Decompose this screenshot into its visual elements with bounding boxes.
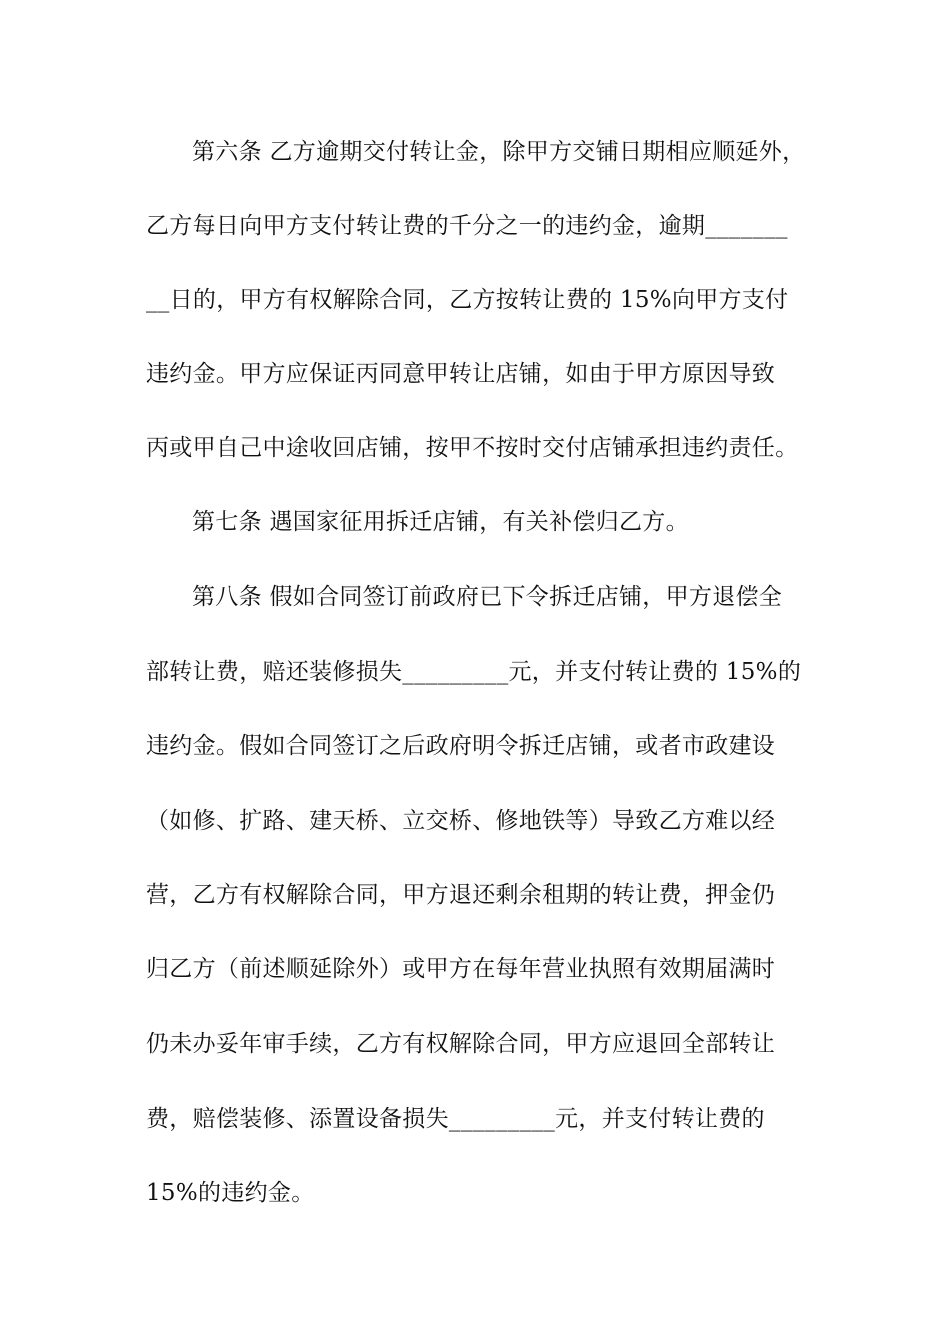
article-6-line-5: 丙或甲自己中途收回店铺，按甲不按时交付店铺承担违约责任。: [146, 435, 799, 461]
article-8-line-7: 仍未办妥年审手续，乙方有权解除合同，甲方应退回全部转让: [146, 1031, 776, 1057]
article-8-line-9: 15%的违约金。: [146, 1180, 315, 1206]
article-8-line-3: 违约金。假如合同签订之后政府明令拆迁店铺，或者市政建设: [146, 733, 776, 759]
article-8-line-1: 第八条 假如合同签订前政府已下令拆迁店铺，甲方退偿全: [192, 584, 783, 610]
article-6-line-2: 乙方每日向甲方支付转让费的千分之一的违约金，逾期_______: [146, 213, 788, 239]
article-8-line-5: 营，乙方有权解除合同，甲方退还剩余租期的转让费，押金仍: [146, 882, 776, 908]
article-6-line-1: 第六条 乙方逾期交付转让金，除甲方交铺日期相应顺延外，: [192, 139, 806, 165]
article-8-line-8: 费，赔偿装修、添置设备损失_________元，并支付转让费的: [146, 1106, 765, 1132]
article-7-line-1: 第七条 遇国家征用拆迁店铺，有关补偿归乙方。: [192, 509, 689, 535]
article-8-line-6: 归乙方（前述顺延除外）或甲方在每年营业执照有效期届满时: [146, 956, 776, 982]
article-8-line-2: 部转让费，赔还装修损失_________元，并支付转让费的 15%的: [146, 659, 802, 685]
article-6-line-3: __日的，甲方有权解除合同，乙方按转让费的 15%向甲方支付: [146, 287, 789, 313]
article-6-line-4: 违约金。甲方应保证丙同意甲转让店铺，如由于甲方原因导致: [146, 361, 776, 387]
article-8-line-4: （如修、扩路、建天桥、立交桥、修地铁等）导致乙方难以经: [146, 808, 776, 834]
